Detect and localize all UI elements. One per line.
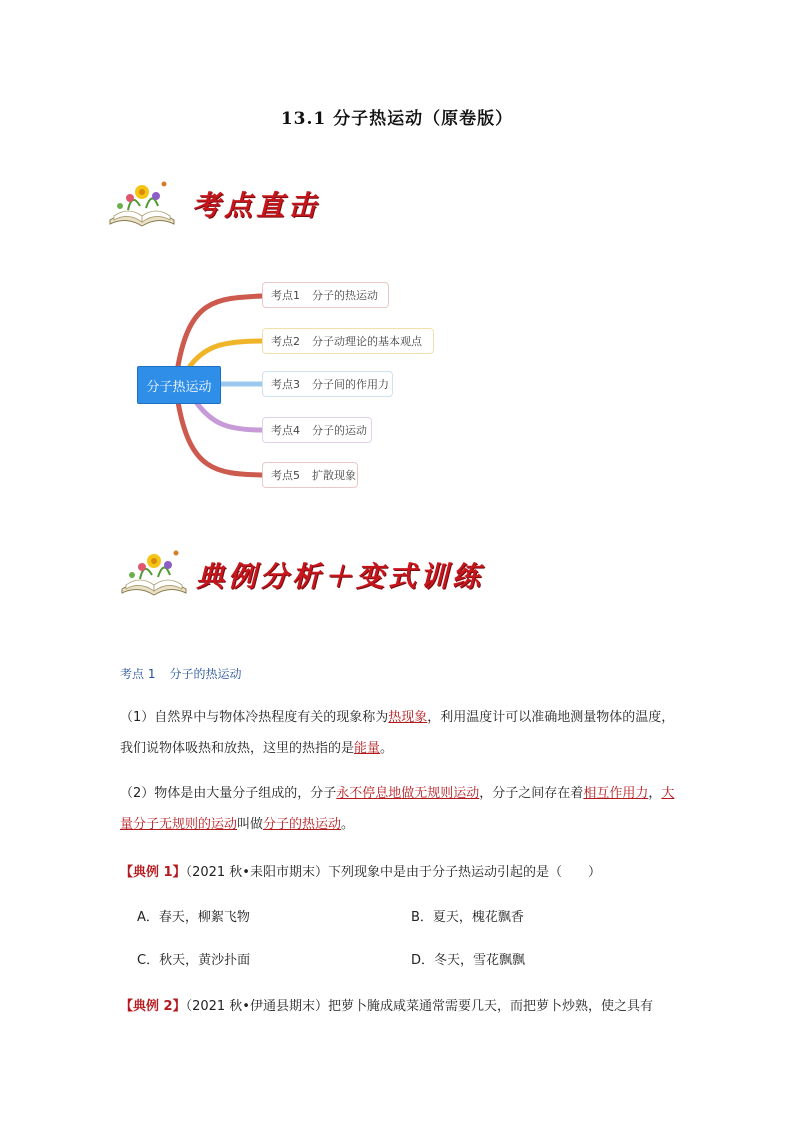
mindmap-node-5: [262, 462, 358, 488]
option-a: A．春天，柳絮飞物: [137, 910, 250, 925]
example-tag: 【典例 1】: [120, 865, 186, 880]
connector-2: [190, 341, 262, 366]
keyword: 永不停息地做无规则运动: [336, 786, 480, 801]
node-code: 考点3: [271, 378, 300, 391]
mindmap-root: 分子热运动: [137, 366, 221, 404]
node-label: 分子的运动: [312, 424, 367, 437]
option-c: C．秋天，黄沙扑面: [137, 953, 251, 968]
connector-5: [178, 402, 262, 475]
mindmap-node-4: [262, 417, 372, 443]
node-label: 扩散现象: [312, 469, 356, 482]
section-banner-title: 考点直击: [192, 189, 321, 222]
section-banner-title: 典例分析＋变式训练: [196, 560, 485, 593]
mindmap-node-3: [262, 371, 393, 397]
connector-1: [178, 296, 262, 366]
example-1-question: 【典例 1】（2021 秋•耒阳市期末）下列现象中是由于分子热运动引起的是（ ）: [120, 865, 601, 880]
option-b: B．夏天，槐花飘香: [411, 910, 524, 925]
option-d: D．冬天，雪花飘飘: [411, 953, 526, 968]
node-code: 考点1: [271, 289, 300, 302]
mindmap-node-1: [262, 282, 389, 308]
section-label: 分子的热运动: [169, 667, 242, 681]
node-label: 分子动理论的基本观点: [312, 335, 422, 348]
example-2-question: 【典例 2】（2021 秋•伊通县期末）把萝卜腌成咸菜通常需要几天，而把萝卜炒熟，使之具有: [120, 999, 653, 1014]
section-heading: [120, 665, 241, 682]
paragraph-2: （2）物体是由大量分子组成的，分子永不停息地做无规则运动，分子之间存在着相互作用力，大量分子无规则的运动叫做分子的热运动。: [120, 786, 675, 832]
page-title: 13.1 分子热运动（原卷版）: [280, 109, 514, 129]
connector-4: [196, 402, 262, 430]
node-label: 分子的热运动: [312, 289, 378, 302]
section-code: 考点 1: [120, 667, 156, 681]
node-code: 考点4: [271, 424, 300, 437]
keyword: 热现象: [388, 710, 428, 725]
keyword: 大量分子无规则的运动: [120, 786, 675, 832]
mindmap-node-2: [262, 328, 434, 354]
node-code: 考点5: [271, 469, 300, 482]
book-flower-icon: [118, 545, 190, 597]
node-code: 考点2: [271, 335, 300, 348]
example-tag: 【典例 2】: [120, 999, 186, 1014]
node-label: 分子间的作用力: [312, 378, 389, 391]
keyword: 分子的热运动: [263, 817, 342, 832]
keyword: 相互作用力: [583, 786, 649, 801]
paragraph-1: （1）自然界中与物体冷热程度有关的现象称为热现象，利用温度计可以准确地测量物体的温度，我们说物体吸热和放热，这里的热指的是能量。: [120, 710, 675, 756]
keyword: 能量: [354, 741, 381, 756]
